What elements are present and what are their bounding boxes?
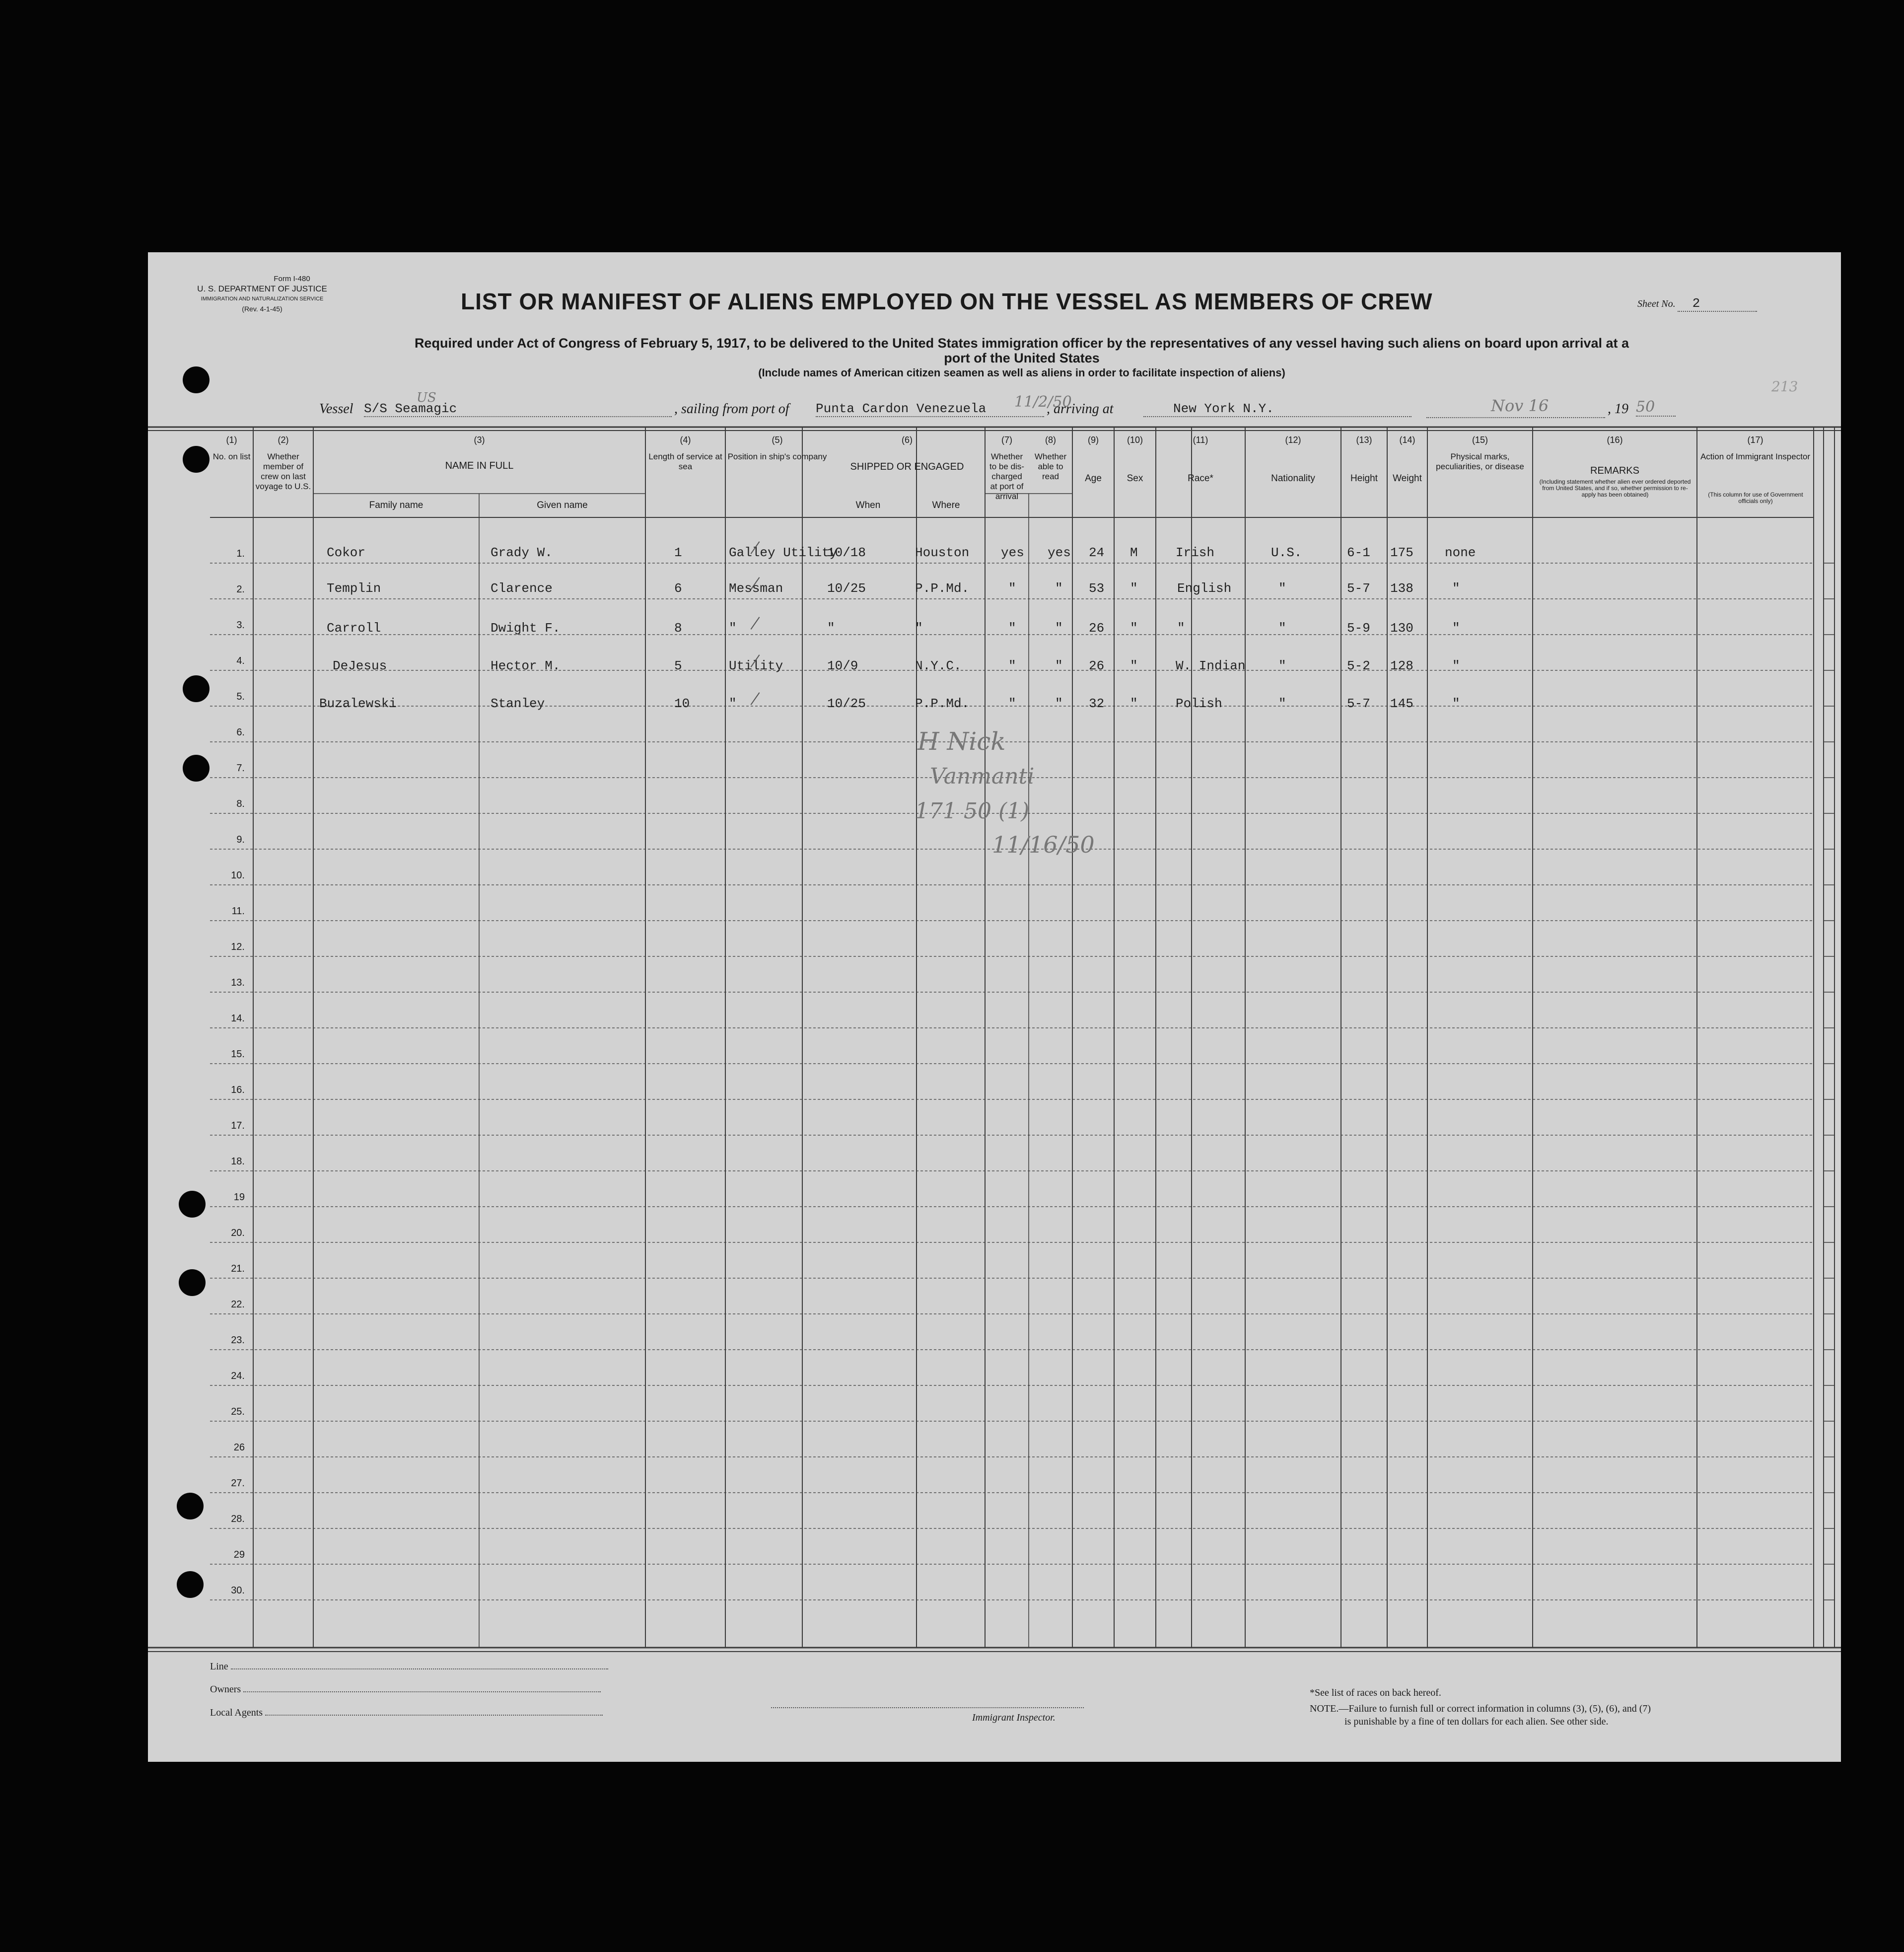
service-name: IMMIGRATION AND NATURALIZATION SERVICE [201, 296, 324, 302]
age-cell: 24 [1089, 545, 1105, 560]
column-number: (2) [278, 435, 289, 445]
row-number: 16. [231, 1084, 245, 1095]
column-header: NAME IN FULL [445, 460, 514, 471]
where-header: Where [932, 500, 960, 510]
column-header: Action of Immigrant Inspector [1700, 452, 1811, 461]
weight-cell: 130 [1390, 621, 1413, 636]
row-number: 18. [231, 1156, 245, 1167]
nationality-cell: " [1278, 696, 1286, 711]
shipped-when-cell: " [827, 621, 835, 636]
column-header: Age [1085, 473, 1102, 484]
column-number: (8) [1045, 435, 1056, 445]
row-number: 12. [231, 941, 245, 952]
height-cell: 5-2 [1347, 658, 1370, 673]
row-number: 17. [231, 1120, 245, 1131]
shipped-where-cell: " [915, 621, 923, 636]
column-header: SHIPPED OR ENGAGED [850, 461, 964, 472]
position-cell: Messman [729, 581, 783, 596]
row-number: 29 [233, 1549, 245, 1560]
footer-owners [210, 1681, 637, 1695]
arrival-date: Nov 16 [1491, 396, 1549, 415]
footer-line [210, 1659, 637, 1672]
discharged-cell: " [1008, 581, 1016, 596]
discharged-cell: " [1008, 621, 1016, 636]
column-number: (1) [226, 435, 237, 445]
read-cell: yes [1048, 545, 1071, 560]
row-number: 11. [231, 906, 245, 917]
row-number: 23. [231, 1335, 245, 1346]
service-length-cell: 6 [674, 581, 682, 596]
nationality-cell: " [1278, 581, 1286, 596]
family-name-cell: Buzalewski [319, 696, 397, 711]
vessel-name: S/S Seamagic [364, 401, 672, 417]
column-number: (4) [680, 435, 691, 445]
check-mark [751, 692, 760, 705]
family-name-cell: Cokor [327, 545, 366, 560]
read-cell: " [1055, 658, 1063, 673]
subtitle-line-2: port of the United States [944, 351, 1100, 365]
row-number: 19 [233, 1192, 245, 1203]
service-length-cell: 10 [674, 696, 690, 711]
crew-table [148, 252, 1841, 1762]
sheet-value: 2 [1678, 296, 1757, 312]
column-number: (5) [772, 435, 783, 445]
shipped-when-cell: 10/18 [827, 545, 866, 560]
shipped-where-cell: N.Y.C. [915, 658, 962, 673]
column-header: Position in ship's company [727, 452, 827, 461]
shipped-when-cell: 10/25 [827, 581, 866, 596]
page-title: LIST OR MANIFEST OF ALIENS EMPLOYED ON THE VESSEL AS MEMBERS OF CREW [461, 289, 1433, 314]
row-number: 21. [231, 1263, 245, 1274]
row-number: 4. [236, 655, 245, 666]
row-number: 5. [236, 691, 245, 702]
age-cell: 26 [1089, 658, 1105, 673]
physical-marks-cell: " [1452, 696, 1460, 711]
revision: (Rev. 4-1-45) [242, 305, 282, 313]
column-header: Race* [1188, 473, 1213, 484]
given-name-cell: Hector M. [491, 658, 561, 673]
given-name-cell: Clarence [491, 581, 553, 596]
weight-cell: 175 [1390, 545, 1413, 560]
sheet-label: Sheet No. [1637, 298, 1676, 309]
handwritten-note-1: H Nick [917, 727, 1006, 756]
column-number: (9) [1088, 435, 1099, 445]
column-number: (12) [1285, 435, 1301, 445]
column-number: (6) [902, 435, 913, 445]
check-mark [751, 617, 760, 630]
column-header: Whether member of crew on last voyage to U.S. [255, 452, 311, 491]
subtitle-line-1: Required under Act of Congress of February 5, 1917, to be delivered to the United States immigration officer by the representatives of any vessel having such aliens on board upon arrival at a [414, 336, 1629, 351]
discharged-cell: " [1008, 658, 1016, 673]
owners-label: Owners [210, 1684, 241, 1695]
fine-note-1: NOTE.—Failure to furnish full or correct information in columns (3), (5), (6), and (7) [1310, 1703, 1651, 1714]
age-cell: 32 [1089, 696, 1105, 711]
read-cell: " [1055, 696, 1063, 711]
inspector-signature-line [771, 1706, 1084, 1708]
given-name-header: Given name [537, 500, 588, 510]
weight-cell: 145 [1390, 696, 1413, 711]
physical-marks-cell: none [1445, 545, 1476, 560]
shipped-where-cell: Houston [915, 545, 970, 560]
column-number: (10) [1127, 435, 1143, 445]
race-cell: W. Indian [1176, 658, 1246, 673]
vessel-annotation: US [417, 390, 436, 405]
service-length-cell: 1 [674, 545, 682, 560]
nationality-cell: U.S. [1271, 545, 1302, 560]
shipped-when-cell: 10/25 [827, 696, 866, 711]
column-number: (17) [1747, 435, 1763, 445]
line-label: Line [210, 1661, 228, 1672]
line-field [231, 1659, 608, 1669]
column-header: Weight [1393, 473, 1422, 484]
column-number: (7) [1001, 435, 1012, 445]
discharged-cell: yes [1001, 545, 1024, 560]
sex-cell: " [1130, 621, 1138, 636]
column-header: Sex [1127, 473, 1143, 484]
remarks-note: (Including statement whether alien ever ordered deported from United States, and if so, whether permission to re-apply has been obtained) [1539, 478, 1691, 498]
row-number: 6. [236, 727, 245, 738]
row-number: 10. [231, 870, 245, 881]
service-length-cell: 8 [674, 621, 682, 636]
discharged-cell: " [1008, 696, 1016, 711]
column-header: Whether able to read [1034, 452, 1067, 481]
shipped-where-cell: P.P.Md. [915, 696, 970, 711]
position-cell: Utility [729, 658, 783, 673]
read-cell: " [1055, 621, 1063, 636]
given-name-cell: Grady W. [491, 545, 553, 560]
handwritten-note-3: 171 50 (1) [915, 798, 1030, 824]
column-header: REMARKS [1590, 465, 1639, 476]
race-cell: English [1177, 581, 1232, 596]
age-cell: 53 [1089, 581, 1105, 596]
fine-note-2: is punishable by a fine of ten dollars for each alien. See other side. [1344, 1716, 1609, 1727]
owners-field [243, 1681, 601, 1692]
read-cell: " [1055, 581, 1063, 596]
age-cell: 26 [1089, 621, 1105, 636]
row-number: 30. [231, 1585, 245, 1596]
height-cell: 5-9 [1347, 621, 1370, 636]
column-number: (16) [1607, 435, 1623, 445]
row-number: 27. [231, 1478, 245, 1489]
subtitle-line-3: (Include names of American citizen seamen as well as aliens in order to facilitate inspection of aliens) [758, 366, 1285, 379]
physical-marks-cell: " [1452, 621, 1460, 636]
year-value: 50 [1636, 398, 1676, 417]
year-label: , 19 [1608, 401, 1628, 417]
row-number: 13. [231, 977, 245, 988]
shipped-when-cell: 10/9 [827, 658, 858, 673]
family-name-cell: DeJesus [333, 658, 387, 673]
manifest-sheet [148, 252, 1841, 1762]
service-length-cell: 5 [674, 658, 682, 673]
row-number: 8. [236, 798, 245, 809]
given-name-cell: Stanley [491, 696, 545, 711]
vessel-label: Vessel [319, 401, 353, 417]
family-name-header: Family name [369, 500, 423, 510]
row-number: 28. [231, 1514, 245, 1524]
row-number: 15. [231, 1049, 245, 1060]
row-number: 14. [231, 1013, 245, 1024]
row-number: 26 [233, 1442, 245, 1453]
agents-field [265, 1705, 603, 1716]
family-name-cell: Carroll [327, 621, 381, 636]
column-header: Whether to be dis-charged at port of arrival [989, 452, 1024, 501]
handwritten-note-2: Vanmanti [930, 764, 1035, 789]
given-name-cell: Dwight F. [491, 621, 561, 636]
row-number: 22. [231, 1299, 245, 1310]
weight-cell: 128 [1390, 658, 1413, 673]
row-number: 2. [236, 584, 245, 595]
inspector-label: Immigrant Inspector. [972, 1712, 1056, 1723]
sex-cell: " [1130, 658, 1138, 673]
weight-cell: 138 [1390, 581, 1413, 596]
race-cell: " [1177, 621, 1185, 636]
row-number: 20. [231, 1228, 245, 1238]
department: U. S. DEPARTMENT OF JUSTICE [197, 284, 327, 293]
sex-cell: " [1130, 696, 1138, 711]
column-header: Length of service at sea [648, 452, 722, 471]
row-number: 3. [236, 620, 245, 631]
races-note: *See list of races on back hereof. [1310, 1687, 1441, 1698]
height-cell: 5-7 [1347, 581, 1370, 596]
height-cell: 5-7 [1347, 696, 1370, 711]
row-number: 9. [236, 834, 245, 845]
when-header: When [855, 500, 881, 510]
column-number: (15) [1472, 435, 1488, 445]
form-number: Form I-480 [274, 275, 310, 283]
stamp-number: 213 [1771, 378, 1798, 395]
column-header: Height [1350, 473, 1378, 484]
height-cell: 6-1 [1347, 545, 1370, 560]
row-number: 1. [236, 548, 245, 559]
nationality-cell: " [1278, 658, 1286, 673]
row-number: 25. [231, 1406, 245, 1417]
sailing-label: , sailing from port of [674, 401, 789, 417]
column-header: No. on list [212, 452, 251, 461]
sex-cell: M [1130, 545, 1138, 560]
column-number: (3) [474, 435, 485, 445]
row-number: 24. [231, 1371, 245, 1381]
arriving-port: New York N.Y. [1143, 401, 1411, 417]
position-cell: " [729, 621, 737, 636]
inspector-note: (This column for use of Government officials only) [1708, 491, 1803, 505]
agents-label: Local Agents [210, 1707, 263, 1718]
family-name-cell: Templin [327, 581, 381, 596]
sailing-date: 11/2/50 [1014, 393, 1072, 411]
physical-marks-cell: " [1452, 658, 1460, 673]
position-cell: Galley Utility [729, 545, 838, 560]
column-number: (14) [1399, 435, 1415, 445]
sex-cell: " [1130, 581, 1138, 596]
shipped-where-cell: P.P.Md. [915, 581, 970, 596]
column-number: (13) [1356, 435, 1372, 445]
column-header: Physical marks, peculiarities, or disease [1436, 452, 1524, 471]
race-cell: Irish [1176, 545, 1215, 560]
footer-agents [210, 1705, 637, 1719]
physical-marks-cell: " [1452, 581, 1460, 596]
nationality-cell: " [1278, 621, 1286, 636]
column-header: Nationality [1271, 473, 1315, 484]
race-cell: Polish [1176, 696, 1222, 711]
sailing-port: Punta Cardon Venezuela [816, 401, 1044, 417]
column-number: (11) [1193, 435, 1208, 445]
handwritten-note-4: 11/16/50 [992, 831, 1095, 858]
row-number: 7. [236, 763, 245, 774]
arriving-label: , arriving at [1047, 401, 1114, 417]
position-cell: " [729, 696, 737, 711]
